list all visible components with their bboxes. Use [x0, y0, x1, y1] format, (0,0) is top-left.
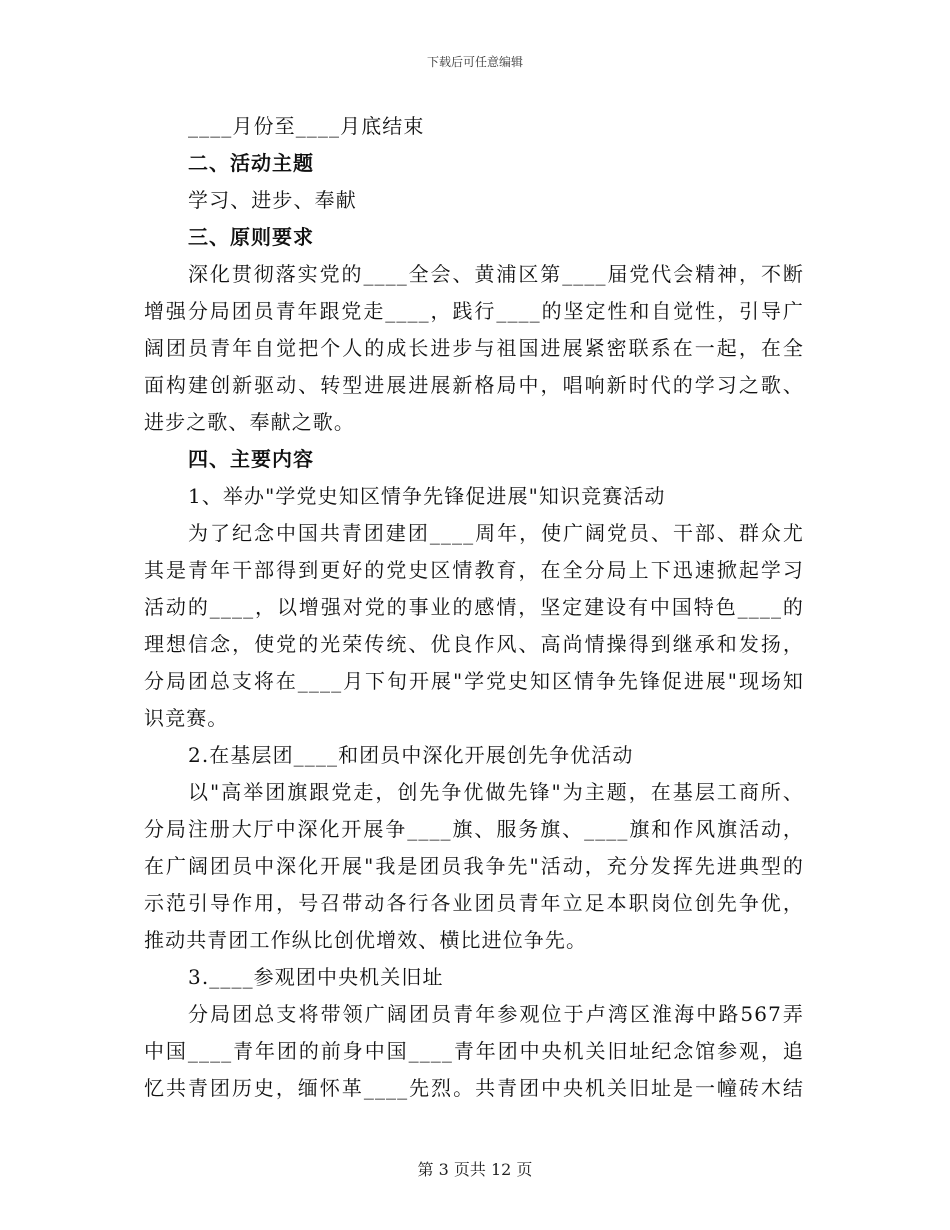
paragraph-line: 深化贯彻落实党的____全会、黄浦区第____届党代会精神，不断	[188, 262, 804, 286]
paragraph-line: 阔团员青年自觉把个人的成长进步与祖国进展紧密联系在一起，在全	[144, 336, 804, 360]
section-heading-requirements: 三、原则要求	[188, 225, 314, 249]
paragraph-line: 忆共青团历史，缅怀革____先烈。共青团中央机关旧址是一幢砖木结	[144, 1076, 804, 1100]
paragraph-line: 进步之歌、奉献之歌。	[144, 410, 355, 434]
paragraph-line: 其是青年干部得到更好的党史区情教育，在全分局上下迅速掀起学习	[144, 558, 804, 582]
paragraph-line: 分局团总支将在____月下旬开展"学党史知区情争先锋促进展"现场知	[144, 669, 804, 693]
paragraph-line: 中国____青年团的前身中国____青年团中央机关旧址纪念馆参观，追	[144, 1039, 804, 1063]
paragraph-line: 活动的____，以增强对党的事业的感情，坚定建设有中国特色____的	[144, 595, 804, 619]
theme-text: 学习、进步、奉献	[188, 188, 357, 212]
page-number: 第 3 页共 12 页	[417, 1160, 533, 1179]
document-body	[144, 108, 804, 1107]
paragraph-line: 以"高举团旗跟党走，创先争优做先锋"为主题，在基层工商所、	[188, 780, 804, 804]
paragraph-line: 面构建创新驱动、转型进展进展新格局中，唱响新时代的学习之歌、	[144, 373, 804, 397]
paragraph-line: 示范引导作用，号召带动各行各业团员青年立足本职岗位创先争优，	[144, 891, 804, 915]
paragraph-line: 分局团总支将带领广阔团员青年参观位于卢湾区淮海中路567弄	[188, 1002, 804, 1026]
paragraph-line: 推动共青团工作纵比创优增效、横比进位争先。	[144, 928, 588, 952]
paragraph-line: 理想信念，使党的光荣传统、优良作风、高尚情操得到继承和发扬，	[144, 632, 804, 656]
paragraph-line: 识竞赛。	[144, 706, 229, 730]
paragraph-line: 为了纪念中国共青团建团____周年，使广阔党员、干部、群众尤	[188, 521, 804, 545]
section-heading-theme: 二、活动主题	[188, 151, 314, 175]
page-header: 下载后可任意编辑	[426, 55, 523, 69]
paragraph-line: 增强分局团员青年跟党走____，践行____的坚定性和自觉性，引导广	[144, 299, 804, 323]
section-heading-content: 四、主要内容	[188, 447, 314, 471]
subheading-2: 2.在基层团____和团员中深化开展创先争优活动	[188, 743, 634, 767]
paragraph-line: 在广阔团员中深化开展"我是团员我争先"活动，充分发挥先进典型的	[144, 854, 804, 878]
paragraph-line: 分局注册大厅中深化开展争____旗、服务旗、____旗和作风旗活动，	[144, 817, 804, 841]
subheading-1: 1、举办"学党史知区情争先锋促进展"知识竞赛活动	[188, 484, 666, 508]
date-range-line: ____月份至____月底结束	[188, 114, 425, 138]
subheading-3: 3.____参观团中央机关旧址	[188, 965, 444, 989]
